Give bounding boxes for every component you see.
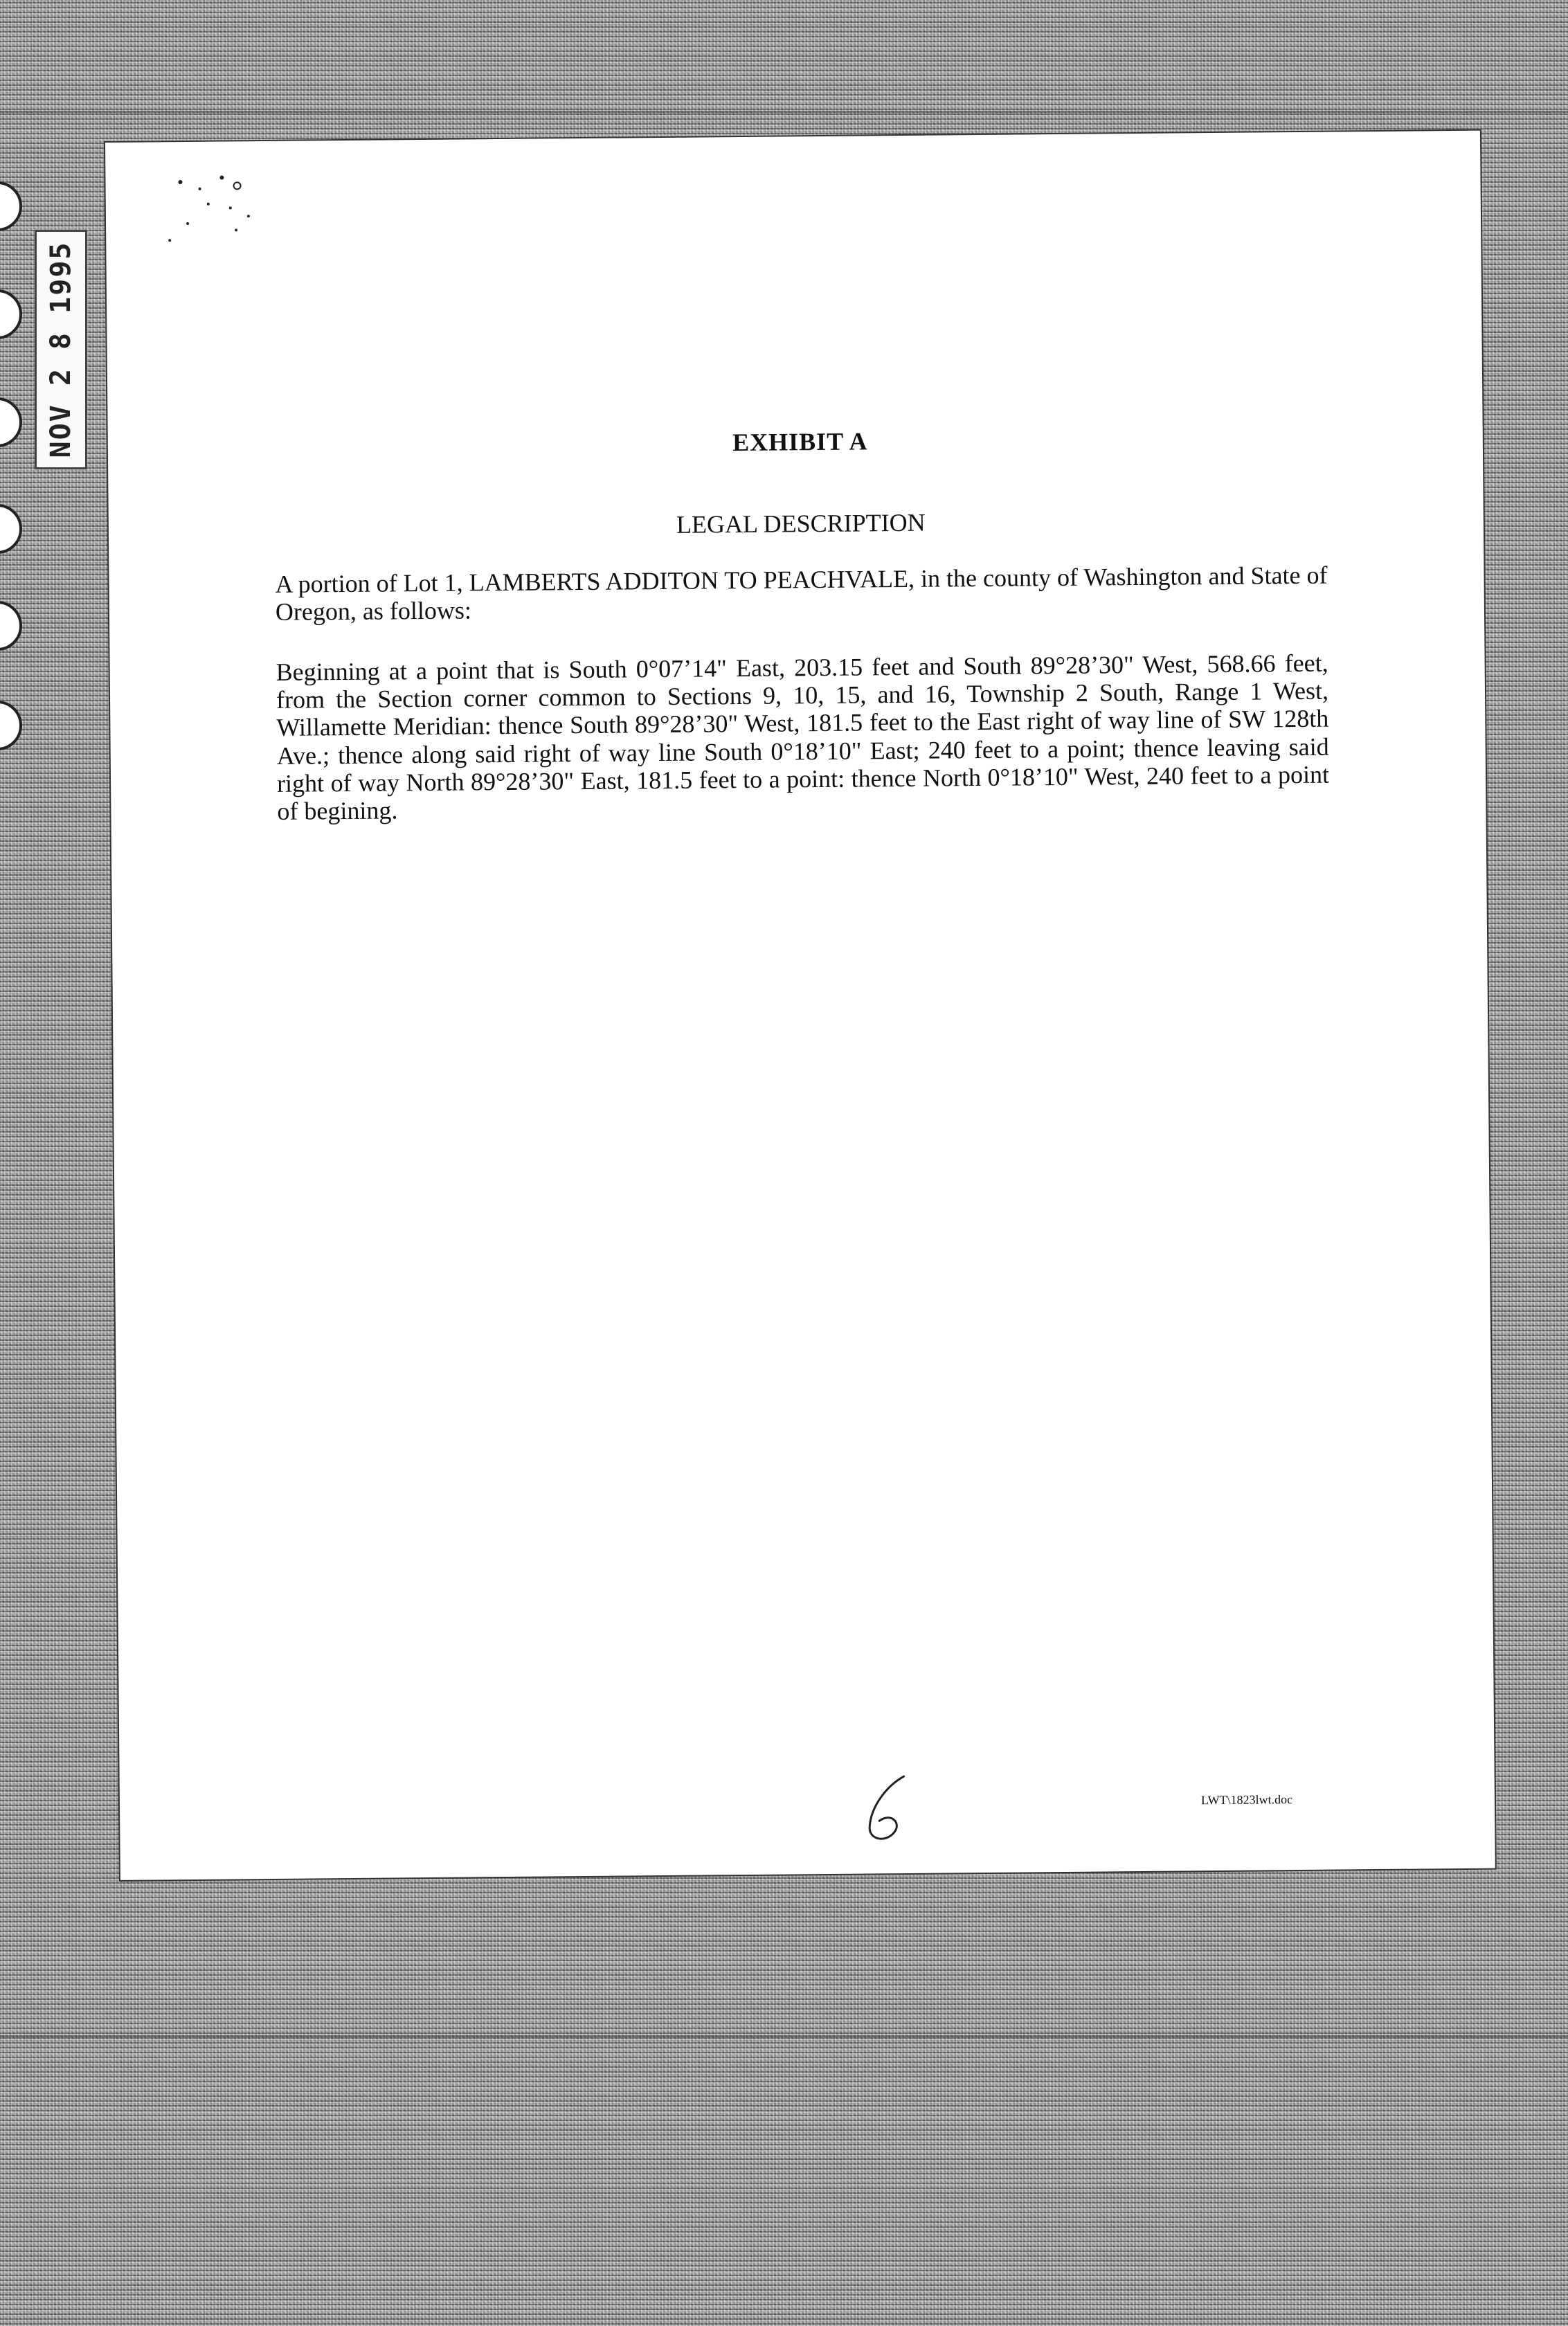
punch-hole [0, 601, 22, 651]
exhibit-title: EXHIBIT A [732, 427, 868, 457]
stamp-date-text: NOV 2 8 1995 [45, 241, 77, 458]
scan-specks [166, 168, 291, 252]
handwritten-page-number [850, 1771, 934, 1848]
legal-description-heading: LEGAL DESCRIPTION [676, 508, 926, 539]
scan-line-bottom [0, 2035, 1568, 2037]
boundary-description-paragraph: Beginning at a point that is South 0°07’14" East, 203.15 feet and South 89°28’30" West, 568.66 feet, from the Section corner common to Sections 9, 10, 15, and 16, Township 2 South, Range 1 West, Willamette Meridian: thence South 89°28’30" West, 181.5 feet to the East right of way line of SW 128th Ave.; thence along said right of way line South 0°18’10" East; 240 feet to a point; thence leaving said right of way North 89°28’30" East, 181.5 feet to a point: thence North 0°18’10" West, 240 feet to a point of begining. [276, 649, 1330, 826]
punch-hole [0, 504, 22, 554]
scan-line-top [0, 111, 1568, 113]
document-page [105, 131, 1495, 1880]
punch-hole [0, 289, 22, 339]
punch-hole [0, 397, 22, 447]
file-reference: LWT\1823lwt.doc [1200, 1792, 1293, 1807]
lot-description-paragraph: A portion of Lot 1, LAMBERTS ADDITON TO PEACHVALE, in the county of Washington and State of Oregon, as follows: [275, 561, 1328, 626]
document-body [274, 423, 1330, 826]
punch-hole [0, 181, 22, 231]
received-date-stamp [35, 230, 87, 469]
punch-hole [0, 701, 22, 750]
